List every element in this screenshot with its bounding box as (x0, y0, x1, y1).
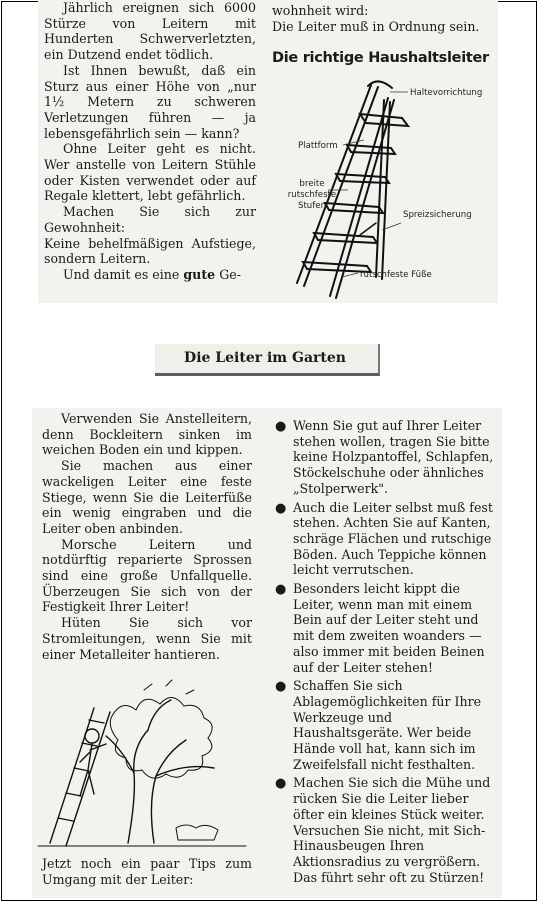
bullet-text: Besonders leicht kippt die Leiter, wenn man mit einem Bein auf der Leiter steht und mit dem zweiten woanders — also immer mit beiden Beinen auf der Leiter stehen! (293, 581, 485, 675)
bullet-item (272, 775, 497, 885)
bullet-item (272, 500, 497, 579)
ladder-diagram (268, 78, 493, 300)
label-spreizsicherung: Spreizsicherung (403, 210, 472, 220)
label-stufen-2: rutschfeste (287, 190, 337, 200)
paragraph: Die Leiter muß in Ordnung sein. (272, 18, 480, 34)
bullet-icon: ● (275, 776, 287, 792)
paragraph-last (44, 267, 256, 283)
bold-word: gute (183, 266, 216, 282)
bottom-right-column (272, 418, 497, 888)
paragraph: Verwenden Sie Anstelleitern, denn Bockleitern sinken im weichen Boden ein und kippen. (42, 411, 252, 458)
text-fragment: Und damit es eine (63, 266, 180, 282)
garden-ladder-illustration (36, 678, 251, 848)
bullet-text: Schaffen Sie sich Ablagemöglichkeiten für Ihre Werkzeuge und Haushaltsgeräte. Wer beide Hände voll hat, kann sich im Zweifelsfall nicht festhalten. (293, 678, 482, 772)
bullet-text: Machen Sie sich die Mühe und rücken Sie die Leiter lieber öfter ein kleines Stück weiter. Versuchen Sie nicht, mit Sich-Hinausbeugen Ihren Aktionsradius zu vergrößern. Das führt sehr oft zu Stürzen! (293, 775, 491, 885)
bullet-icon: ● (275, 582, 287, 598)
paragraph: Morsche Leitern und notdürftig reparierte Sprossen sind eine große Unfallquelle. Überzeugen Sie sich von der Festigkeit Ihrer Leiter! (42, 536, 252, 615)
bullet-icon: ● (275, 500, 287, 516)
paragraph: wohnheit wird: (272, 3, 369, 18)
paragraph: Keine behelfmäßigen Aufstiege, sondern Leitern. (44, 235, 256, 267)
label-stufen-3: Stufen (297, 201, 327, 211)
bullet-item (272, 418, 497, 497)
label-haltevorrichtung: Haltevorrichtung (410, 88, 483, 98)
paragraph: Ohne Leiter geht es nicht. Wer anstelle von Leitern Stühle oder Kisten verwendet oder auf Regale klettert, lebt gefährlich. (44, 141, 256, 204)
top-right-column (272, 3, 487, 34)
paragraph: Ist Ihnen bewußt, daß ein Sturz aus einer Höhe von „nur 1½ Metern zu schweren Verletzungen führen — ja lebensgefährlich sein — kann? (44, 62, 256, 141)
bullet-text: Auch die Leiter selbst muß fest stehen. Achten Sie auf Kanten, schräge Flächen und rutschige Böden. Auch Teppiche können leicht verrutschen. (293, 499, 493, 578)
paragraph: Hüten Sie sich vor Stromleitungen, wenn Sie mit einer Metalleiter hantieren. (42, 615, 252, 662)
paragraph: Jährlich ereignen sich 6000 Stürze von Leitern mit Hunderten Schwerverletzten, ein Dutzend endet tödlich. (44, 0, 256, 63)
bottom-left-column (42, 411, 252, 662)
text-fragment: Ge- (219, 266, 241, 282)
label-stufen-1: breite (299, 179, 325, 189)
top-left-column (44, 0, 256, 283)
diagram-title: Die richtige Haushaltsleiter (272, 50, 489, 66)
bullet-item (272, 581, 497, 675)
section-title: Die Leiter im Garten (184, 350, 346, 366)
bullet-icon: ● (275, 419, 287, 434)
bullet-icon: ● (275, 679, 287, 695)
bullet-text: Wenn Sie gut auf Ihrer Leiter stehen wollen, tragen Sie bitte keine Holzpantoffel, Schlapfen, Stöckelschuhe oder ähnliches „Stolperwerk". (293, 418, 494, 496)
label-plattform: Plattform (298, 141, 338, 151)
paragraph: Machen Sie sich zur Gewohnheit: (44, 204, 256, 235)
closing-paragraph: Jetzt noch ein paar Tips zum Umgang mit der Leiter: (42, 856, 252, 887)
label-fuesse: rutschfeste Füße (360, 270, 432, 280)
bullet-item (272, 678, 497, 772)
paragraph: Sie machen aus einer wackeligen Leiter eine feste Stiege, wenn Sie die Leiterfüße ein wenig eingraben und die Leiter oben anbinden. (42, 458, 252, 536)
